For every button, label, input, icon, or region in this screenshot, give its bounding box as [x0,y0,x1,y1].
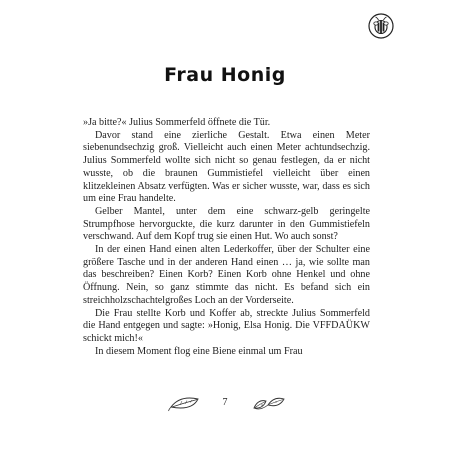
paragraph: Davor stand eine zierliche Gestalt. Etwa einen Meter siebenundsechzig groß. Vielleicht auch einen Meter achtundsechzig. Julius Sommerfeld wollte sich nicht so genau festlegen, da er nicht wusste, ob die braunen Gummistiefel vielleicht über einen klitzekleinen Absatz verfügten. Was er sicher wusste, war, dass es sich um eine Frau handelte. [83,129,370,205]
paragraph: »Ja bitte?« Julius Sommerfeld öffnete die Tür. [83,117,271,128]
leaves-icon [248,393,288,415]
chapter-title: Frau Honig [164,64,286,86]
paragraph: In der einen Hand einen alten Lederkoffer, über der Schulter eine größere Tasche und in der anderen Hand einen … ja, wie sollte man das beschreiben? Einen Korb? Einen Korb ohne Henkel und ohne Öffnung. Nein, so ganz stimmte das nicht. Es befand sich ein streichholzschachtelgroßes Loch an der Vorderseite. [83,244,370,306]
page-footer [0,393,450,417]
paragraph: Die Frau stellte Korb und Koffer ab, streckte Julius Sommerfeld die Hand entgegen und sagte: »Honig, Elsa Honig. Die VFFDAÜKW schickt mich!« [83,307,370,344]
page-number: 7 [222,397,228,408]
chapter-body [83,117,370,358]
paragraph: In diesem Moment flog eine Biene einmal um Frau [95,345,303,357]
bee-icon [368,13,394,39]
paragraph: Gelber Mantel, unter dem eine schwarz-gelb geringelte Strumpfhose hervorguckte, die kurz darunter in den Gummistiefeln verschwand. Auf dem Kopf trug sie einen Hut. Wo auch sonst? [83,205,370,243]
